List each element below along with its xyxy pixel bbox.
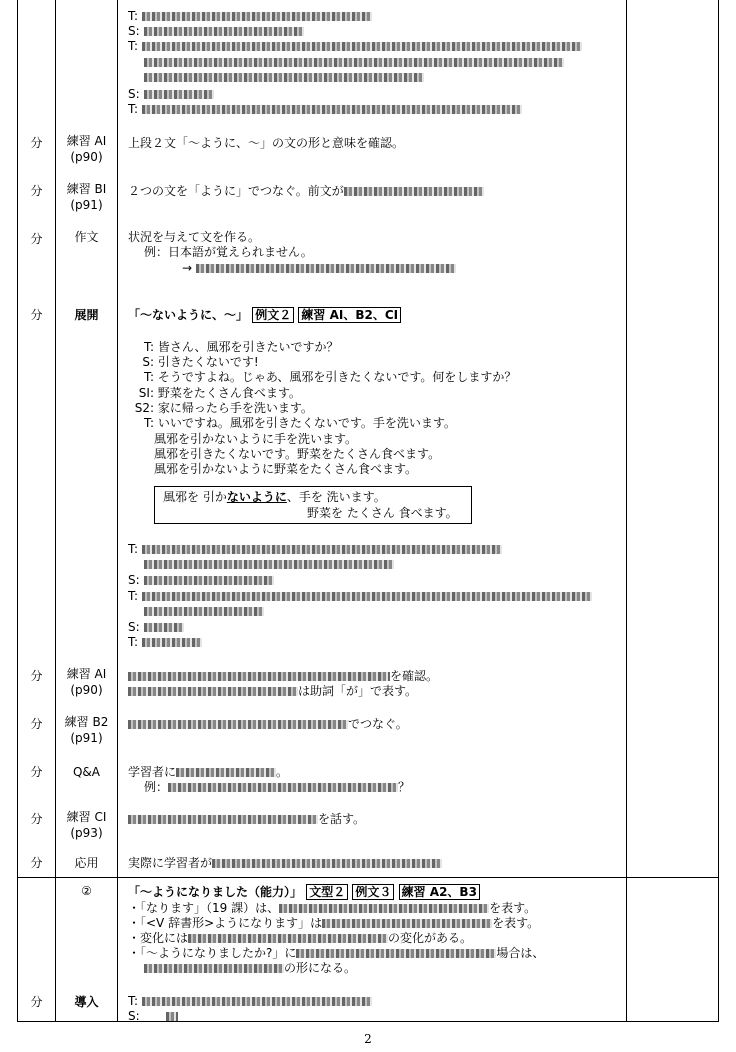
activity-content: ２つの文を「ように」でつなぐ。前文が [128, 184, 344, 198]
section-number: ② [81, 884, 92, 898]
utterance: 風邪を引きたくないです。野菜をたくさん食べます。 [154, 447, 441, 461]
redacted-text [196, 264, 456, 273]
activity-label: 応用 [74, 856, 99, 870]
page-ref: (p91) [70, 731, 103, 745]
note-text: を表す。 [489, 901, 537, 915]
speaker: T: [128, 9, 139, 23]
column-divider-label [117, 0, 118, 1021]
activity-label: 練習 AI [66, 667, 107, 681]
drill-box: 練習 A2、B3 [399, 884, 480, 900]
redacted-text [176, 768, 276, 777]
speaker: S2: [134, 401, 154, 415]
time-cell: 分 [30, 765, 43, 779]
redacted-text [212, 859, 442, 868]
pattern-title: 「～ないように、～」 [128, 308, 249, 322]
drill-box: 練習 AI、B2、CI [298, 307, 401, 323]
pattern-title: 「～ようになりました（能力）」 [128, 885, 303, 899]
speaker: T: [143, 370, 154, 384]
activity-content: を確認。 [390, 669, 439, 683]
speaker: S: [142, 355, 154, 369]
speaker: T: [128, 635, 139, 649]
redacted-text [144, 58, 564, 67]
activity-label: 練習 BI [66, 182, 107, 196]
section-divider [18, 877, 718, 878]
speaker: T: [128, 589, 139, 603]
utterance: 家に帰ったら手を洗います。 [157, 401, 313, 415]
speaker: T: [128, 994, 139, 1008]
utterance: 野菜をたくさん食べます。 [157, 386, 301, 400]
speaker: T: [128, 542, 139, 556]
arrow-icon: → [182, 261, 193, 275]
speaker: T: [128, 102, 139, 116]
column-divider-notes [626, 0, 627, 1021]
redacted-text [144, 73, 424, 82]
activity-content: 実際に学習者が [128, 856, 213, 870]
redacted-text [344, 187, 484, 196]
example-box: 例文３ [352, 884, 394, 900]
redacted-text [279, 904, 489, 913]
redacted-text [144, 623, 184, 632]
redacted-text [188, 934, 388, 943]
time-cell: 分 [30, 308, 43, 322]
pattern-box: 文型２ [306, 884, 348, 900]
redacted-text [142, 638, 202, 647]
note-text: の形になる。 [284, 961, 357, 975]
activity-label: 練習 CI [66, 810, 107, 824]
page-number: 2 [364, 1032, 372, 1046]
example-label: 例： [144, 780, 169, 794]
note-text: の変化がある。 [388, 931, 473, 945]
redacted-text [142, 105, 522, 114]
redacted-text [144, 964, 284, 973]
summary-key: ないように [226, 490, 287, 504]
redacted-text [128, 672, 390, 681]
activity-label: 導入 [74, 995, 99, 1009]
summary-text: 風邪を 引か [163, 490, 227, 504]
redacted-text [144, 607, 264, 616]
speaker: S: [128, 24, 140, 38]
lesson-plan-table [17, 0, 719, 1022]
page-ref: (p90) [70, 150, 103, 164]
utterance: 風邪を引かないように手を洗います。 [154, 432, 358, 446]
note-text: 場合は、 [496, 946, 545, 960]
activity-label: 展開 [74, 308, 99, 322]
note-text: ・変化には [128, 931, 189, 945]
activity-label: 練習 AI [66, 134, 107, 148]
speaker: T: [143, 416, 154, 430]
time-cell: 分 [30, 669, 43, 683]
activity-content: は助詞「が」で表す。 [298, 684, 418, 698]
redacted-text [144, 90, 214, 99]
redacted-text [128, 687, 298, 696]
activity-content: ？ [398, 780, 411, 794]
activity-label: Q&A [72, 765, 100, 779]
redacted-text [144, 576, 274, 585]
time-cell: 分 [30, 232, 43, 246]
page-ref: (p90) [70, 683, 103, 697]
redacted-text [142, 997, 372, 1006]
speaker: S: [128, 1009, 140, 1023]
time-cell: 分 [30, 136, 43, 150]
activity-content: 学習者に [128, 765, 177, 779]
redacted-text [128, 815, 318, 824]
redacted-text [168, 783, 398, 792]
time-cell: 分 [30, 856, 43, 870]
utterance: 引きたくないです! [157, 355, 259, 369]
note-text: を表す。 [492, 916, 540, 930]
redacted-text [296, 949, 496, 958]
activity-label: 練習 B2 [64, 715, 109, 729]
time-cell: 分 [30, 184, 43, 198]
speaker: S: [128, 620, 140, 634]
redacted-text [128, 720, 348, 729]
redacted-text [142, 592, 592, 601]
redacted-text [144, 27, 304, 36]
redacted-text [166, 1012, 178, 1021]
activity-content: 状況を与えて文を作る。 [128, 230, 261, 244]
utterance: いいですね。風邪を引きたくないです。手を洗います。 [157, 416, 456, 430]
redacted-text [142, 42, 582, 51]
speaker: SI: [138, 386, 154, 400]
utterance: そうですよね。じゃあ、風邪を引きたくないです。何をしますか？ [157, 370, 517, 384]
activity-content: でつなぐ。 [348, 717, 408, 731]
speaker: S: [128, 573, 140, 587]
pattern-summary-box [154, 486, 472, 524]
time-cell: 分 [30, 995, 43, 1009]
page-ref: (p93) [70, 826, 103, 840]
time-cell: 分 [30, 812, 43, 826]
redacted-text [322, 919, 492, 928]
utterance: 風邪を引かないように野菜をたくさん食べます。 [154, 462, 418, 476]
redacted-text [142, 12, 372, 21]
speaker: S: [128, 87, 140, 101]
speaker: T: [128, 39, 139, 53]
activity-content: 。 [276, 765, 289, 779]
note-text: ・「～ようになりましたか?」に [128, 946, 297, 960]
speaker: T: [143, 340, 154, 354]
time-cell: 分 [30, 717, 43, 731]
note-text: ・「<V 辞書形>ようになります」は [128, 916, 323, 930]
example-sentence: 例：日本語が覚えられません。 [144, 245, 313, 259]
activity-content: を話す。 [318, 812, 366, 826]
utterance: 皆さん、風邪を引きたいですか？ [157, 340, 339, 354]
redacted-text [142, 545, 502, 554]
page-ref: (p91) [70, 198, 103, 212]
summary-text: 野菜を たくさん 食べます。 [307, 506, 458, 520]
activity-label: 作文 [74, 230, 99, 244]
summary-text: 、手を 洗います。 [286, 490, 386, 504]
example-box: 例文２ [252, 307, 294, 323]
activity-content: 上段２文「～ように、～」の文の形と意味を確認。 [128, 136, 405, 150]
redacted-text [144, 560, 394, 569]
note-text: ・「なります」（19 課）は、 [128, 901, 280, 915]
